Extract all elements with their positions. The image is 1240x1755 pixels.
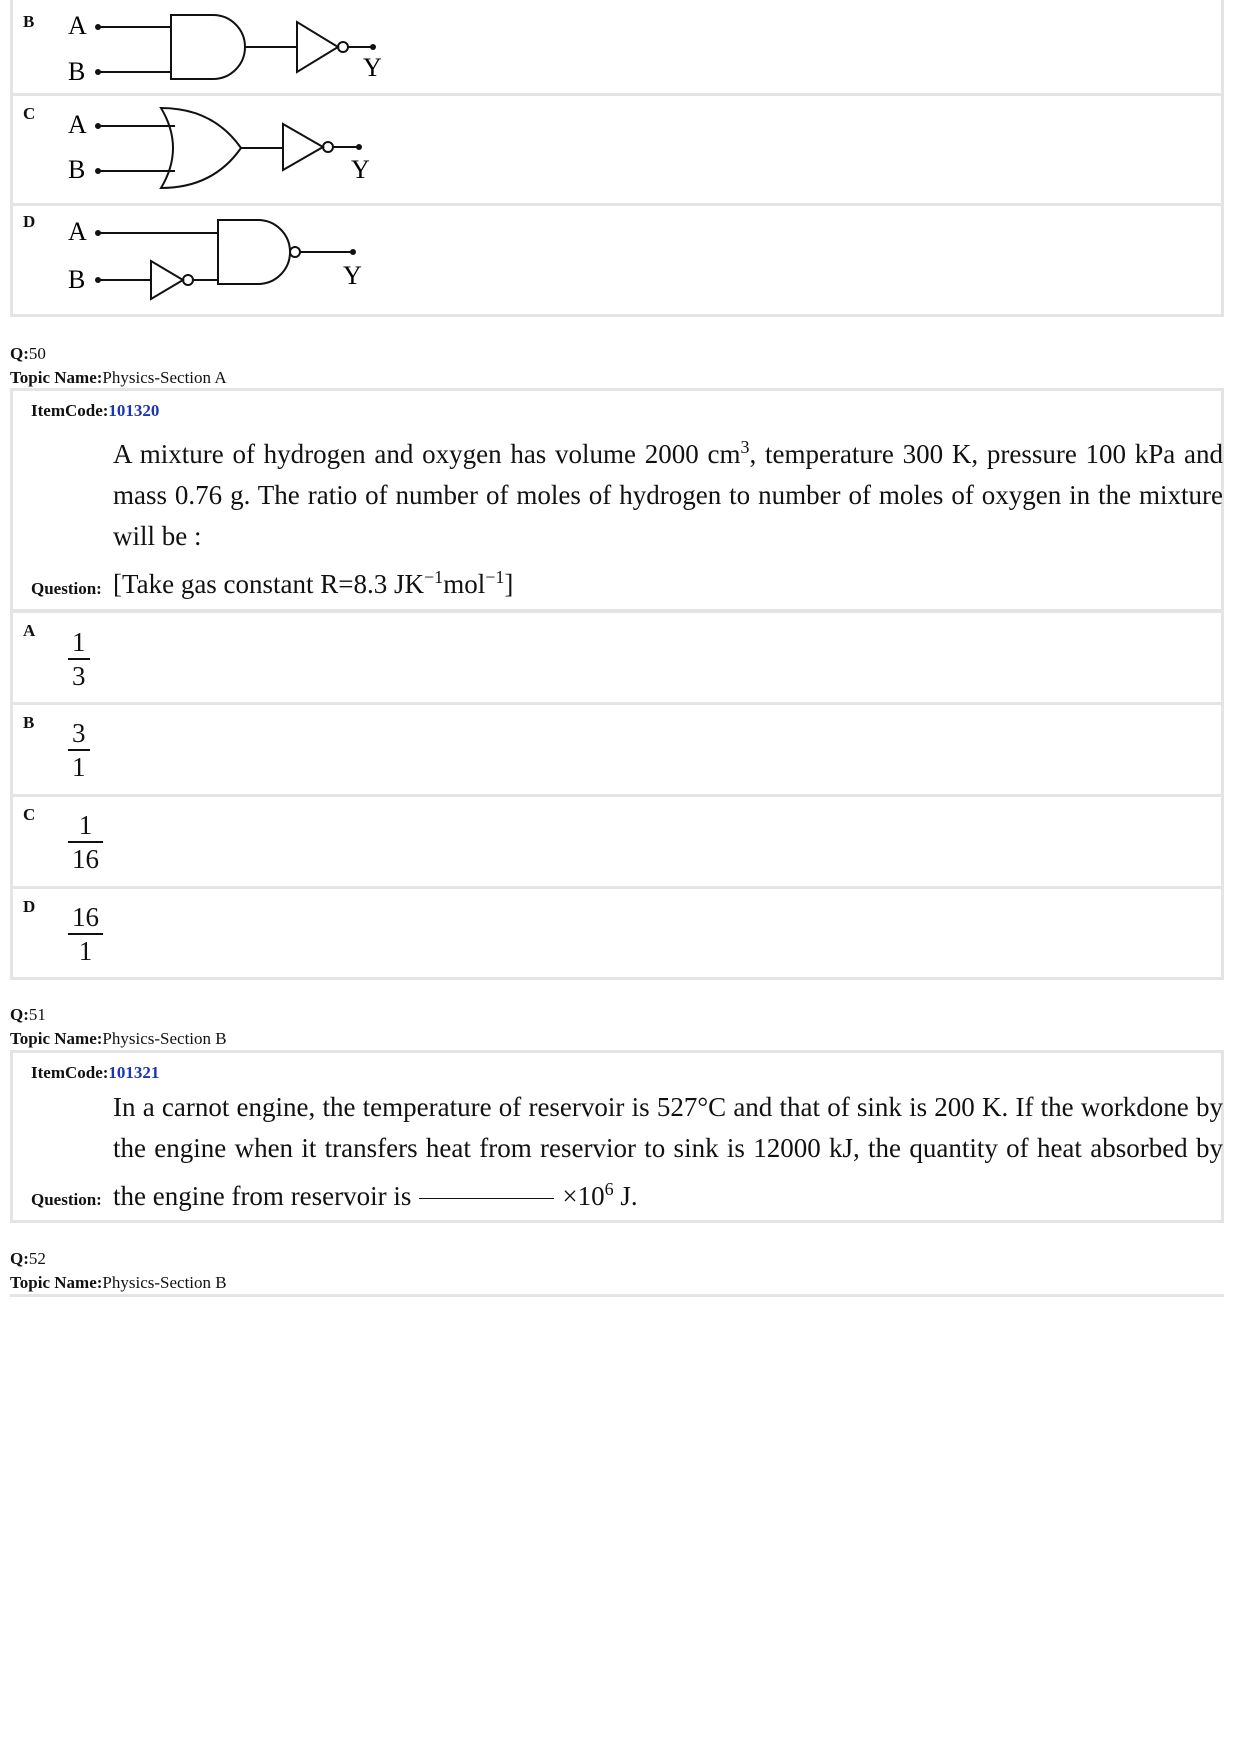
option-label: C xyxy=(23,805,36,824)
itemcode-value: 101320 xyxy=(108,401,160,420)
option-label: D xyxy=(23,897,36,916)
option-row-d[interactable] xyxy=(13,889,1221,980)
question-box xyxy=(10,1050,1224,1223)
fraction: 16 1 xyxy=(68,901,103,967)
topic-name: Physics-Section B xyxy=(102,1273,227,1292)
option-label: B xyxy=(23,713,35,732)
option-label: D xyxy=(23,212,36,231)
option-row-c[interactable] xyxy=(13,797,1221,889)
question-text: A mixture of hydrogen and oxygen has volume 2000 $cm^3$, temperature 300 K, pressure 100 kPa and mass 0.76 g. The ratio of number of moles of hydrogen to number of moles of oxygen in the mixture will be : [Take gas constant R=8.3 $JK^{-1}mol^{-1}$] xyxy=(113,437,1224,599)
topic-label: Topic Name: xyxy=(10,1273,103,1292)
question-number: 52 xyxy=(28,1249,46,1268)
question-label: Question: xyxy=(31,1190,102,1209)
question-text: In a carnot engine, the temperature of reservoir is 527°C and that of sink is 200 K. If the workdone by the engine when it transfers heat from reservior to sink is 12000 kJ, the quantity of heat absorbed by the engine from reservoir is $\times 10^6$ J. xyxy=(113,1092,1223,1211)
itemcode-label: ItemCode: xyxy=(31,401,109,420)
itemcode-label: ItemCode: xyxy=(31,1063,109,1082)
fraction: 1 3 xyxy=(68,626,90,692)
option-row-c[interactable] xyxy=(13,96,1221,206)
fraction: 3 1 xyxy=(68,717,90,783)
options-box xyxy=(10,610,1224,980)
option-row-d[interactable] xyxy=(13,206,1221,317)
not-and-gate-diagram xyxy=(53,206,453,317)
question-number: 51 xyxy=(28,1005,46,1024)
output-label: Y xyxy=(343,261,362,290)
and-not-gate-diagram xyxy=(53,0,453,96)
question-label: Question: xyxy=(31,579,102,598)
option-label: C xyxy=(23,104,36,123)
question-header xyxy=(10,342,227,390)
question-number: 50 xyxy=(28,344,46,363)
fraction: 1 16 xyxy=(68,809,103,875)
q-label: Q: xyxy=(10,1249,29,1268)
q-label: Q: xyxy=(10,1005,29,1024)
option-row-a[interactable] xyxy=(13,613,1221,705)
topic-name: Physics-Section A xyxy=(102,368,227,387)
question-box xyxy=(10,388,1224,612)
input-a-label: A xyxy=(68,11,87,40)
option-row-b[interactable] xyxy=(13,0,1221,96)
q-label: Q: xyxy=(10,344,29,363)
option-label: A xyxy=(23,621,36,640)
itemcode-value: 101321 xyxy=(108,1063,160,1082)
question-header xyxy=(10,1247,227,1295)
itemcode xyxy=(31,1063,159,1083)
option-label: B xyxy=(23,12,35,31)
prev-options-box xyxy=(10,0,1224,317)
input-b-label: B xyxy=(68,57,86,86)
answer-blank[interactable] xyxy=(419,1198,554,1199)
output-label: Y xyxy=(363,53,382,82)
option-row-b[interactable] xyxy=(13,705,1221,797)
input-a-label: A xyxy=(68,110,87,139)
input-b-label: B xyxy=(68,265,86,294)
or-not-gate-diagram xyxy=(53,96,453,206)
itemcode xyxy=(31,401,159,421)
divider xyxy=(10,1294,1224,1297)
output-label: Y xyxy=(351,155,370,184)
topic-name: Physics-Section B xyxy=(102,1029,227,1048)
input-b-label: B xyxy=(68,155,86,184)
input-a-label: A xyxy=(68,217,87,246)
topic-label: Topic Name: xyxy=(10,368,103,387)
question-header xyxy=(10,1003,227,1051)
topic-label: Topic Name: xyxy=(10,1029,103,1048)
